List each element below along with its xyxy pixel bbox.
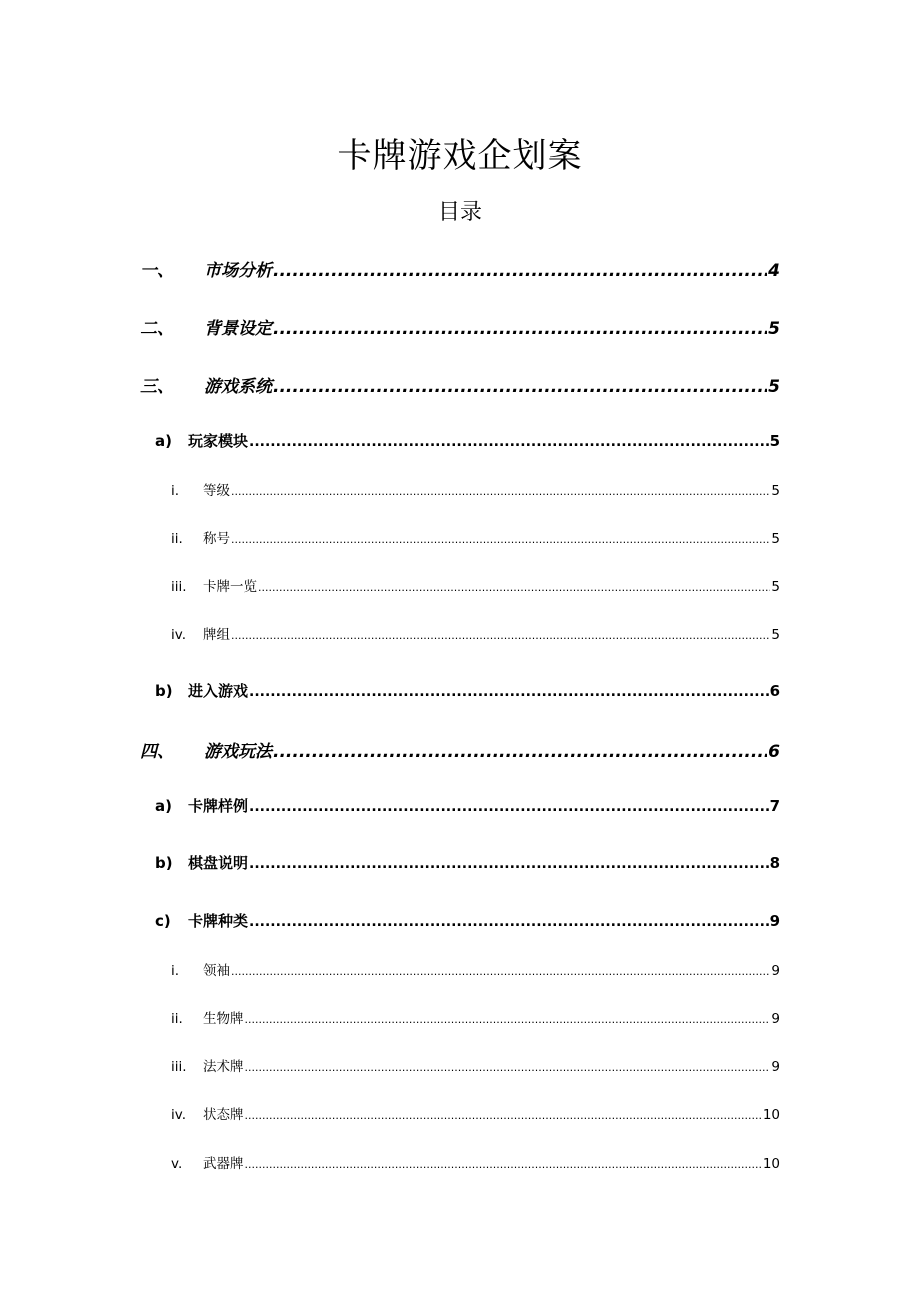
toc-entry-label: 称号 <box>203 531 230 547</box>
toc-dot-leader <box>273 742 767 762</box>
toc-entry-level3[interactable] <box>171 623 780 643</box>
toc-entry-number: ii. <box>171 1011 183 1027</box>
toc-entry-page: 9 <box>771 1011 780 1027</box>
toc-entry-label: 牌组 <box>203 627 230 643</box>
toc-dot-leader <box>231 483 770 499</box>
toc-entry-number: ii. <box>171 531 183 547</box>
toc-heading: 目录 <box>437 200 482 225</box>
toc-entry-label: 等级 <box>203 483 230 499</box>
toc-entry-level3[interactable] <box>171 1152 780 1172</box>
toc-entry-level3[interactable] <box>171 527 780 547</box>
toc-dot-leader <box>249 432 769 450</box>
toc-dot-leader <box>249 854 769 872</box>
toc-entry-label: 法术牌 <box>203 1059 244 1075</box>
toc-dot-leader <box>231 627 770 643</box>
toc-entry-level3[interactable] <box>171 479 780 499</box>
toc-entry-page: 5 <box>771 627 780 643</box>
toc-entry-page: 5 <box>768 377 780 397</box>
toc-dot-leader <box>249 797 769 815</box>
toc-dot-leader <box>249 912 769 930</box>
toc-entry-page: 10 <box>762 1107 780 1123</box>
toc-dot-leader <box>249 682 769 700</box>
toc-entry-page: 5 <box>769 432 780 450</box>
toc-dot-leader <box>273 377 767 397</box>
toc-entry-number: i. <box>171 963 180 979</box>
toc-entry-level3[interactable] <box>171 1103 780 1123</box>
toc-entry-number: 一、 <box>140 261 174 281</box>
toc-entry-page: 5 <box>771 531 780 547</box>
toc-entry-number: 二、 <box>140 319 174 339</box>
toc-entry-level3[interactable] <box>171 575 780 595</box>
toc-entry-page: 8 <box>769 854 780 872</box>
toc-entry-level2[interactable] <box>155 852 780 873</box>
toc-dot-leader <box>273 319 767 339</box>
toc-entry-label: 卡牌种类 <box>188 912 249 930</box>
toc-entry-level1[interactable] <box>140 737 780 762</box>
toc-dot-leader <box>245 1156 762 1172</box>
toc-entry-page: 4 <box>768 261 780 281</box>
toc-entry-label: 进入游戏 <box>188 682 249 700</box>
toc-dot-leader <box>245 1107 762 1123</box>
toc-entry-level2[interactable] <box>155 910 780 931</box>
toc-entry-number: iv. <box>171 627 186 643</box>
toc-dot-leader <box>245 1059 771 1075</box>
toc-entry-page: 5 <box>771 579 780 595</box>
toc-entry-label: 生物牌 <box>203 1011 244 1027</box>
toc-entry-label: 游戏玩法 <box>204 742 272 762</box>
toc-entry-label: 状态牌 <box>203 1107 244 1123</box>
toc-dot-leader <box>273 261 767 281</box>
toc-entry-page: 6 <box>769 682 780 700</box>
toc-entry-number: iii. <box>171 1059 187 1075</box>
toc-dot-leader <box>245 1011 771 1027</box>
toc-entry-level3[interactable] <box>171 1007 780 1027</box>
toc-entry-number: c) <box>155 912 171 930</box>
toc-entry-number: 四、 <box>140 742 174 762</box>
toc-entry-level1[interactable] <box>140 372 780 397</box>
toc-entry-level1[interactable] <box>140 256 780 281</box>
toc-entry-number: a) <box>155 432 172 450</box>
toc-entry-page: 5 <box>771 483 780 499</box>
toc-entry-level1[interactable] <box>140 314 780 339</box>
toc-entry-number: iv. <box>171 1107 186 1123</box>
toc-entry-label: 游戏系统 <box>204 377 272 397</box>
toc-entry-level2[interactable] <box>155 680 780 701</box>
toc-entry-label: 领袖 <box>203 963 230 979</box>
toc-entry-number: b) <box>155 682 173 700</box>
toc-entry-page: 10 <box>762 1156 780 1172</box>
toc-entry-level2[interactable] <box>155 795 780 816</box>
toc-entry-level2[interactable] <box>155 430 780 451</box>
toc-entry-page: 5 <box>768 319 780 339</box>
toc-entry-page: 9 <box>769 912 780 930</box>
toc-entry-page: 7 <box>769 797 780 815</box>
toc-entry-label: 市场分析 <box>204 261 272 281</box>
toc-dot-leader <box>231 531 770 547</box>
toc-entry-label: 背景设定 <box>204 319 272 339</box>
toc-entry-number: iii. <box>171 579 187 595</box>
toc-entry-page: 9 <box>771 963 780 979</box>
toc-entry-number: i. <box>171 483 180 499</box>
toc-dot-leader <box>258 579 770 595</box>
toc-entry-number: v. <box>171 1156 183 1172</box>
toc-entry-level3[interactable] <box>171 959 780 979</box>
toc-entry-label: 武器牌 <box>203 1156 244 1172</box>
toc-entry-page: 6 <box>768 742 780 762</box>
toc-entry-number: a) <box>155 797 172 815</box>
document-title: 卡牌游戏企划案 <box>337 136 583 176</box>
toc-dot-leader <box>231 963 770 979</box>
toc-entry-label: 棋盘说明 <box>188 854 249 872</box>
toc-entry-label: 卡牌一览 <box>203 579 257 595</box>
toc-entry-label: 卡牌样例 <box>188 797 249 815</box>
toc-entry-page: 9 <box>771 1059 780 1075</box>
toc-entry-label: 玩家模块 <box>188 432 249 450</box>
toc-entry-number: b) <box>155 854 173 872</box>
toc-entry-level3[interactable] <box>171 1055 780 1075</box>
toc-entry-number: 三、 <box>140 377 174 397</box>
